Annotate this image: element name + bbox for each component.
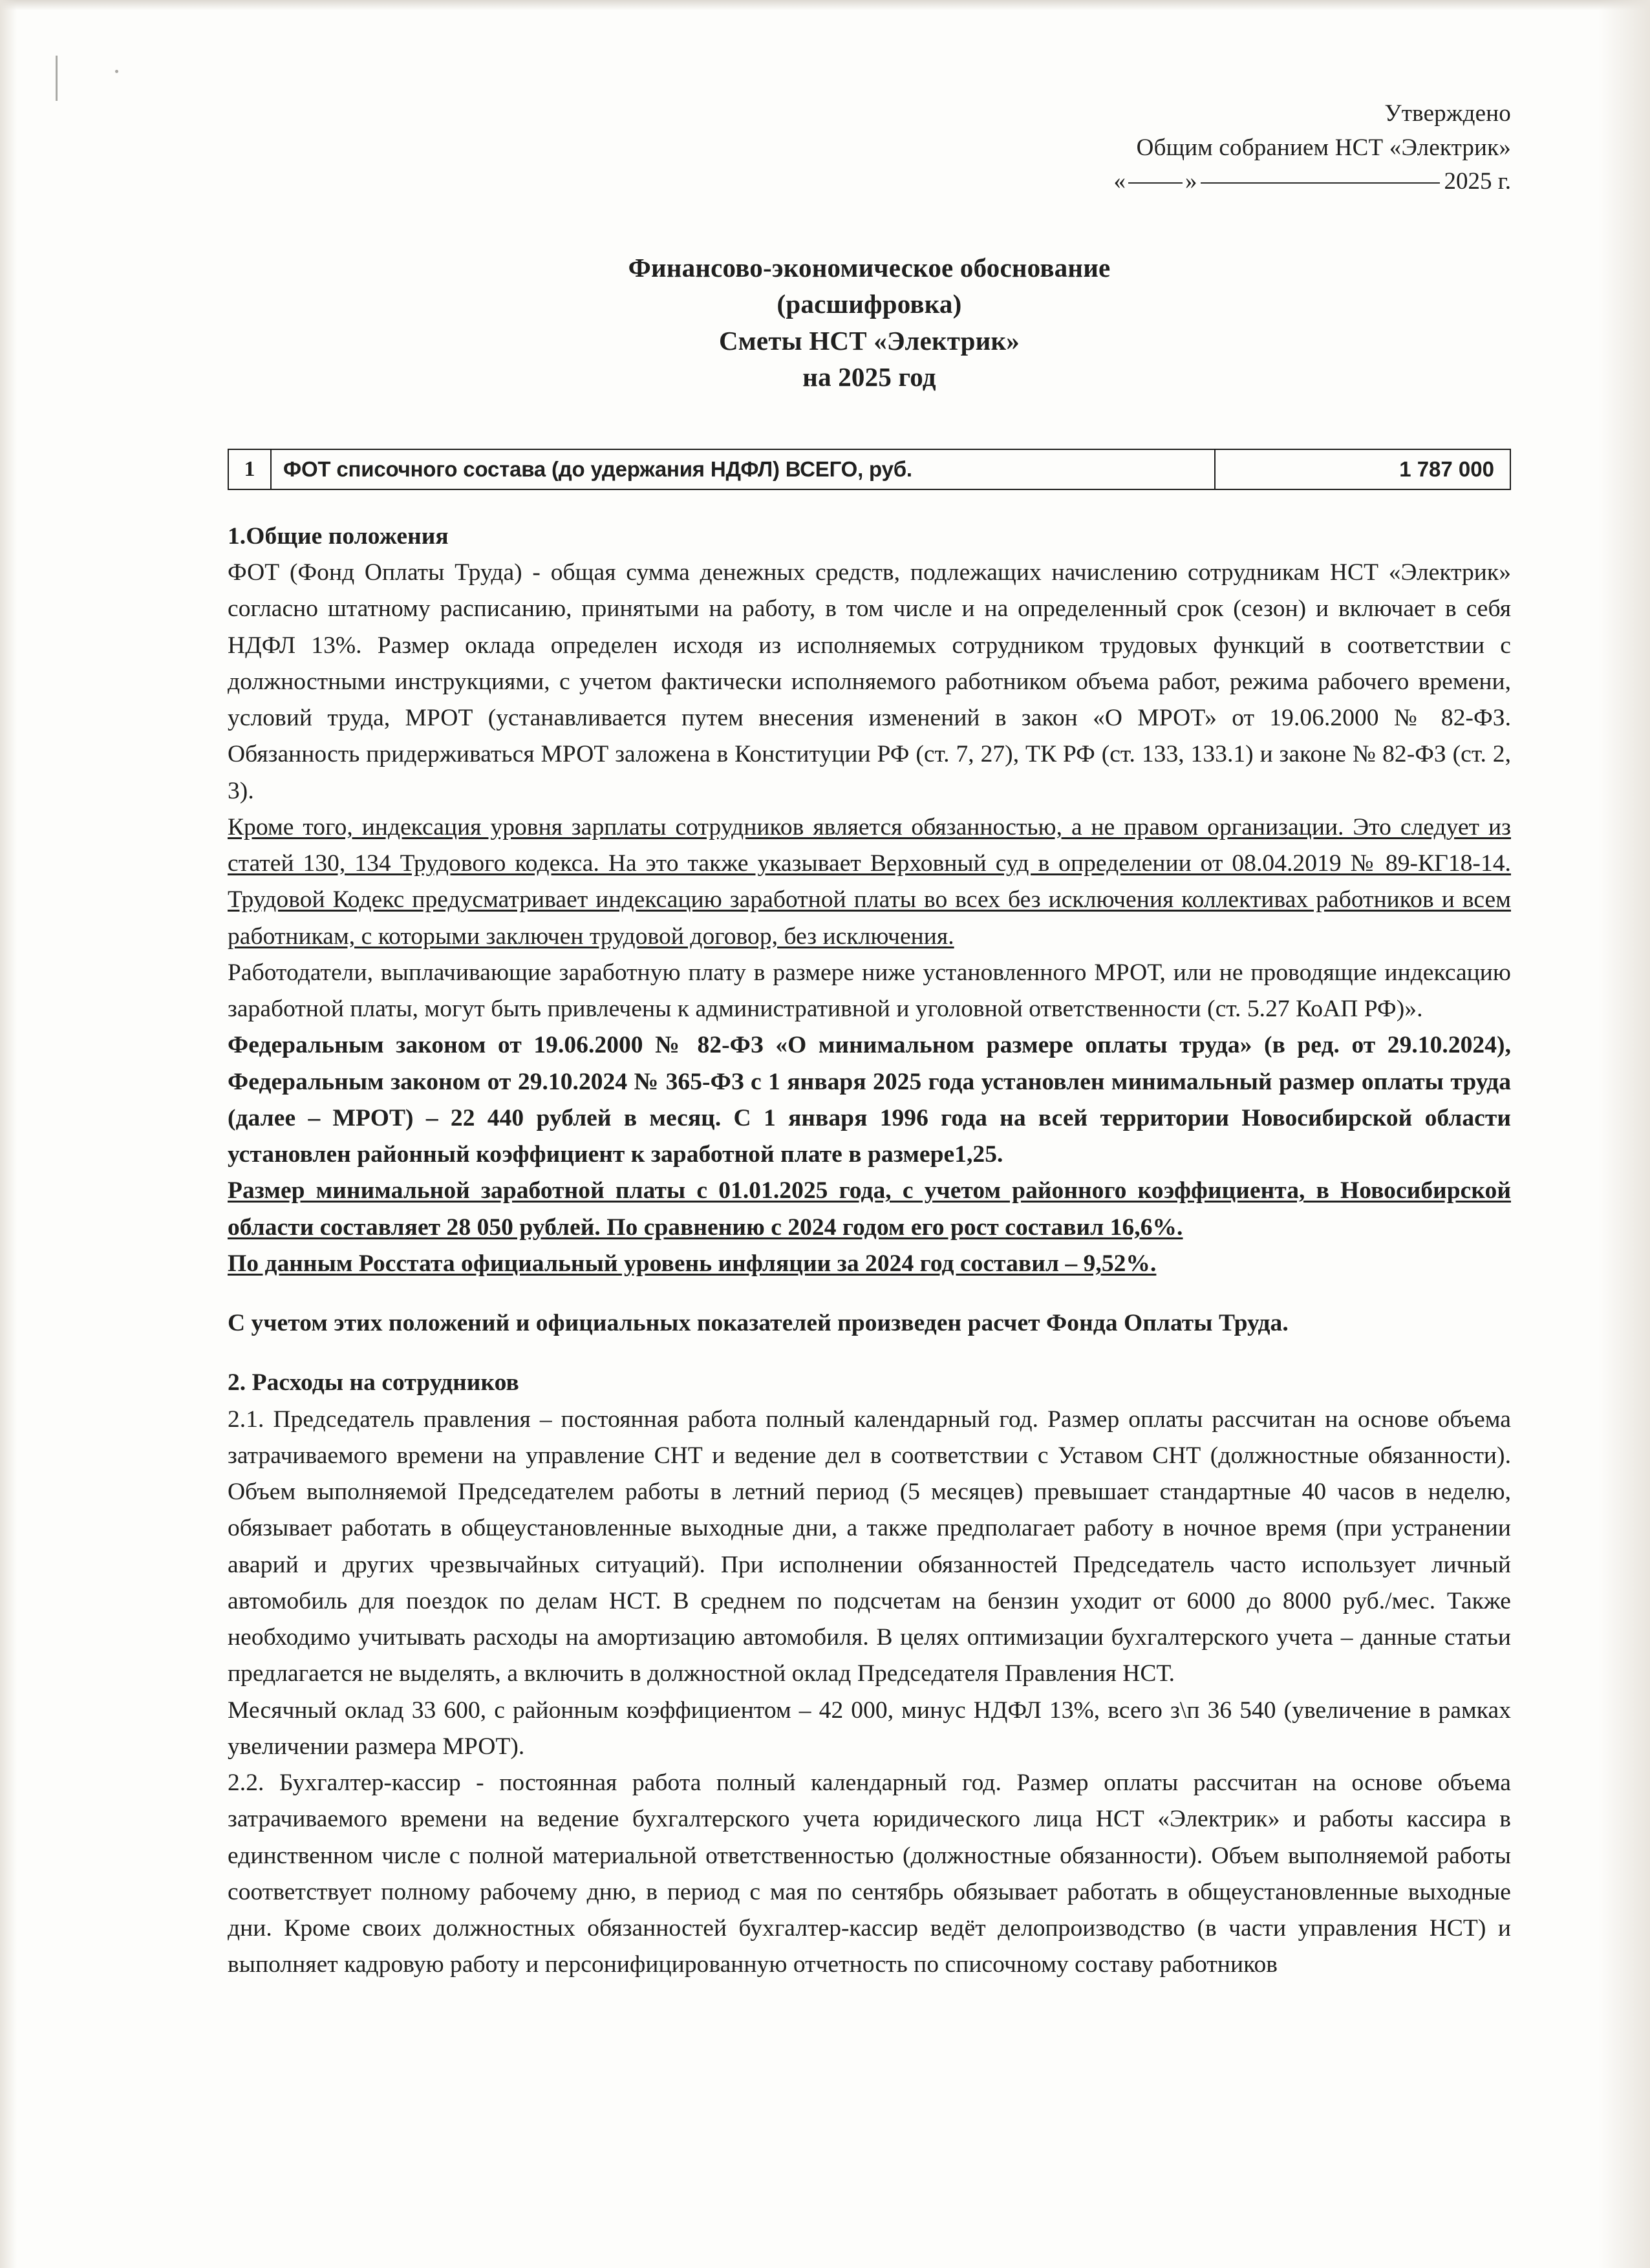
section-1-paragraph-1: ФОТ (Фонд Оплаты Труда) - общая сумма денежных средств, подлежащих начислению сотрудникам НСТ «Электрик» согласно штатному расписанию, принятыми на работу, в том числе и на определенный срок (сезон) и включает в себя НДФЛ 13%. Размер оклада определен исходя из исполняемых сотрудником трудовых функций в соответствии с должностными инструкциями, с учетом фактически исполняемого работником объема работ, режима рабочего времени, условий труда, МРОТ (устанавливается путем внесения изменений в закон «О МРОТ» от 19.06.2000 № 82-ФЗ. Обязанность придерживаться МРОТ заложена в Конституции РФ (ст. 7, 27), ТК РФ (ст. 133, 133.1) и законе № 82-ФЗ (ст. 2, 3). xyxy=(228,559,1511,804)
date-month-blank xyxy=(1201,182,1440,184)
title-line-3: Сметы НСТ «Электрик» xyxy=(718,325,1020,356)
approval-quote-close: » xyxy=(1184,168,1197,195)
section-1-heading: 1.Общие положения xyxy=(228,522,449,550)
paragraph-spacer-1 xyxy=(228,1282,1511,1305)
title-line-2: (расшифровка) xyxy=(777,289,962,319)
section-2-paragraph-2: Месячный оклад 33 600, с районным коэффициентом – 42 000, минус НДФЛ 13%, всего з\п 36 540 (увеличение в рамках увеличении размера МРОТ). xyxy=(228,1696,1511,1760)
section-1-closing: С учетом этих положений и официальных показателей произведен расчет Фонда Оплаты Труда. xyxy=(228,1310,1289,1337)
title-line-1: Финансово-экономическое обоснование xyxy=(628,252,1111,283)
approval-block xyxy=(228,97,1511,199)
document-content xyxy=(228,97,1511,1984)
summary-row-label: ФОТ списочного состава (до удержания НДФЛ) ВСЕГО, руб. xyxy=(272,450,1216,489)
summary-table xyxy=(228,449,1511,490)
title-line-4: на 2025 год xyxy=(802,362,936,392)
paragraph-spacer-2 xyxy=(228,1342,1511,1365)
approval-quote-open: « xyxy=(1113,168,1126,195)
section-2-paragraph-3: 2.2. Бухгалтер-кассир - постоянная работа полный календарный год. Размер оплаты рассчитан на основе объема затрачиваемого времени на ведение бухгалтерского учета юридического лица НСТ «Электрик» и работы кассира в единственном числе с полной материальной ответственностью (должностные обязанности). Объем выполняемой работы соответствует полному рабочему дню, в период с мая по сентябрь обязывает работать в общеустановленные выходные дни. Кроме своих должностных обязанностей бухгалтер-кассир ведёт делопроизводство (в части управления НСТ) и выполняет кадровую работу и персонифицированную отчетность по списочному составу работников xyxy=(228,1770,1511,1978)
approval-date-line xyxy=(228,165,1511,199)
approval-line-1: Утверждено xyxy=(1384,100,1511,127)
page-edge-shadow-right xyxy=(1598,0,1650,2268)
document-body xyxy=(228,519,1511,1984)
section-2-heading: 2. Расходы на сотрудников xyxy=(228,1369,519,1396)
summary-row-value: 1 787 000 xyxy=(1399,456,1494,481)
approval-line-2: Общим собранием НСТ «Электрик» xyxy=(1136,134,1511,161)
scan-speck xyxy=(115,70,118,73)
page-title xyxy=(228,250,1511,396)
section-1-paragraph-3: Работодатели, выплачивающие заработную плату в размере ниже установленного МРОТ, или не проводящие индексацию заработной платы, могут быть привлечены к административной и уголовной ответственности (ст. 5.27 КоАП РФ)». xyxy=(228,959,1511,1023)
page-edge-shadow-top xyxy=(0,0,1650,10)
section-1-bold-paragraph-3: По данным Росстата официальный уровень инфляции за 2024 год составил – 9,52%. xyxy=(228,1250,1157,1277)
summary-row-number: 1 xyxy=(229,450,272,489)
section-1-bold-paragraph-2: Размер минимальной заработной платы с 01.01.2025 года, с учетом районного коэффициента, в Новосибирской области составляет 28 050 рублей. По сравнению с 2024 годом его рост составил 16,6%. xyxy=(228,1177,1511,1241)
page-edge-shadow-left xyxy=(0,0,17,2268)
date-day-blank xyxy=(1128,182,1183,184)
section-1-paragraph-2: Кроме того, индексация уровня зарплаты сотрудников является обязанностью, а не правом организации. Это следует из статей 130, 134 Трудового кодекса. На это также указывает Верховный суд в определении от 08.04.2019 № 89-КГ18-14. Трудовой Кодекс предусматривает индексацию заработной платы во всех без исключения коллективах работников и всем работникам, с которыми заключен трудовой договор, без исключения. xyxy=(228,813,1511,950)
section-1-bold-paragraph-1: Федеральным законом от 19.06.2000 № 82-ФЗ «О минимальном размере оплаты труда» (в ред. от 29.10.2024), Федеральным законом от 29.10.2024 № 365-ФЗ с 1 января 2025 года установлен минимальный размер оплаты труда (далее – МРОТ) – 22 440 рублей в месяц. С 1 января 1996 года на всей территории Новосибирской области установлен районный коэффициент к заработной плате в размере1,25. xyxy=(228,1032,1511,1168)
approval-year: 2025 г. xyxy=(1444,168,1511,195)
section-2-paragraph-1: 2.1. Председатель правления – постоянная работа полный календарный год. Размер оплаты рассчитан на основе объема затрачиваемого времени на управление СНТ и ведение дел в соответствии с Уставом СНТ (должностные обязанности). Объем выполняемой Председателем работы в летний период (5 месяцев) превышает стандартные 40 часов в неделю, обязывает работать в общеустановленные выходные дни, а также предполагает работу в ночное время (при устранении аварий и других чрезвычайных ситуаций). При исполнении обязанностей Председатель часто использует личный автомобиль для поездок по делам НСТ. В среднем по подсчетам на бензин уходит от 6000 до 8000 руб./мес. Также необходимо учитывать расходы на амортизацию автомобиля. В целях оптимизации бухгалтерского учета – данные статьи предлагается не выделять, а включить в должностной оклад Председателя Правления НСТ. xyxy=(228,1406,1511,1687)
binder-margin-mark xyxy=(56,56,58,101)
